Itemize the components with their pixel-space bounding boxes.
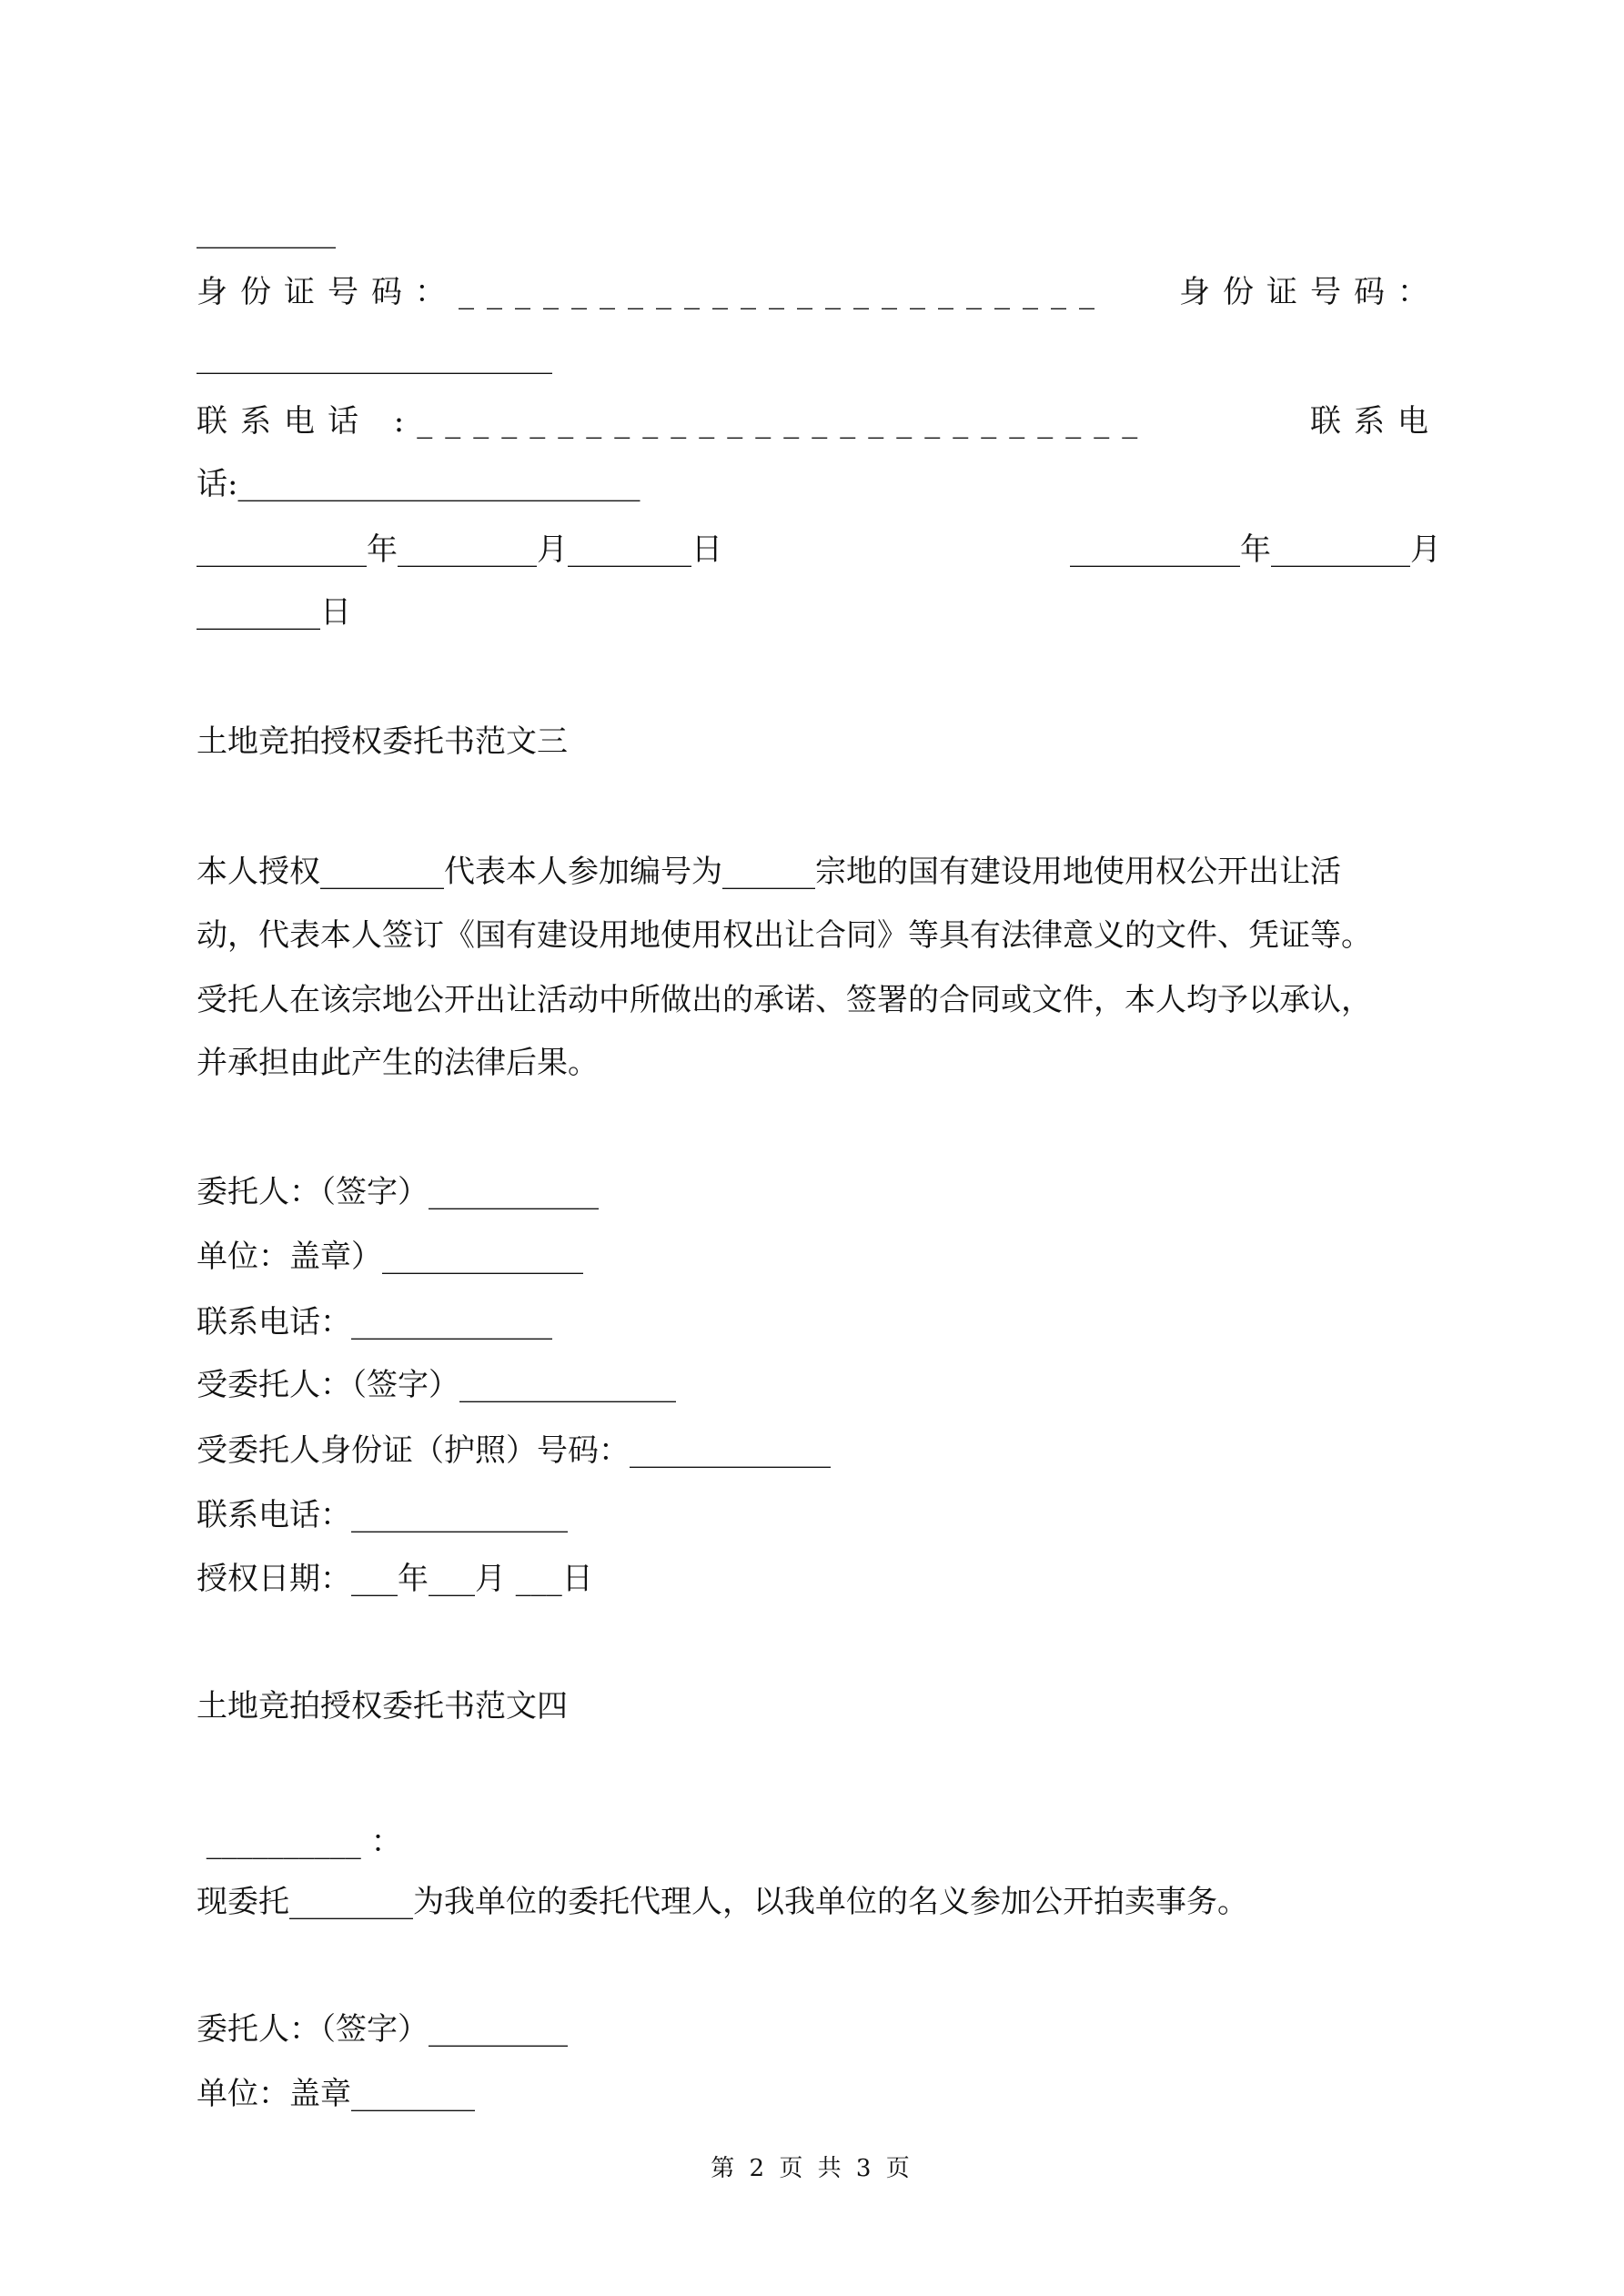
id-number-right: 身份证号码： (1179, 274, 1441, 310)
date-right: ___________年_________月 (1070, 531, 1441, 568)
section3-field: 受委托人：（签字）______________ (197, 1367, 676, 1403)
section3-field: 联系电话：______________ (197, 1497, 568, 1533)
section4-body: 现委托________为我单位的委托代理人，以我单位的名义参加公开拍卖事务。 (197, 1884, 1248, 1920)
section4-salutation: __________ ： (197, 1824, 402, 1860)
section3-field: 单位：盖章）_____________ (197, 1239, 583, 1275)
id-number-left: 身份证号码：_______________________ (197, 274, 1107, 310)
section3-field: 受委托人身份证（护照）号码：_____________ (197, 1432, 831, 1469)
section3-field: 联系电话：_____________ (197, 1304, 552, 1340)
section3-field: 授权日期：___年___月 ___日 (197, 1561, 593, 1597)
section3-paragraph-line: 本人授权________代表本人参加编号为______宗地的国有建设用地使用权公开出让活 (197, 854, 1341, 890)
section4-field: 单位：盖章________ (197, 2076, 475, 2112)
id-number-continuation: _______________________ (197, 339, 552, 375)
phone-row (197, 401, 1441, 441)
date-continuation: ________日 (197, 594, 351, 631)
section4-title: 土地竞拍授权委托书范文四 (197, 1688, 568, 1725)
date-row (197, 530, 1441, 570)
id-number-row (197, 272, 1441, 312)
phone-continuation: 话:__________________________ (197, 466, 641, 502)
date-left: ___________年_________月________日 (197, 531, 722, 568)
blank-line: _________ (197, 213, 336, 249)
section3-title: 土地竞拍授权委托书范文三 (197, 723, 568, 760)
section3-paragraph-line: 并承担由此产生的法律后果。 (197, 1045, 599, 1081)
section4-field: 委托人：（签字）_________ (197, 2011, 568, 2048)
phone-right: 联系电 (1310, 403, 1441, 440)
section3-paragraph-line: 受托人在该宗地公开出让活动中所做出的承诺、签署的合同或文件，本人均予以承认， (197, 982, 1372, 1018)
page-footer: 第 2 页 共 3 页 (711, 2155, 913, 2182)
section3-paragraph-line: 动，代表本人签订《国有建设用地使用权出让合同》等具有法律意义的文件、凭证等。 (197, 917, 1372, 954)
phone-left: 联系电话 :__________________________ (197, 403, 1151, 440)
section3-field: 委托人：（签字）___________ (197, 1174, 599, 1210)
